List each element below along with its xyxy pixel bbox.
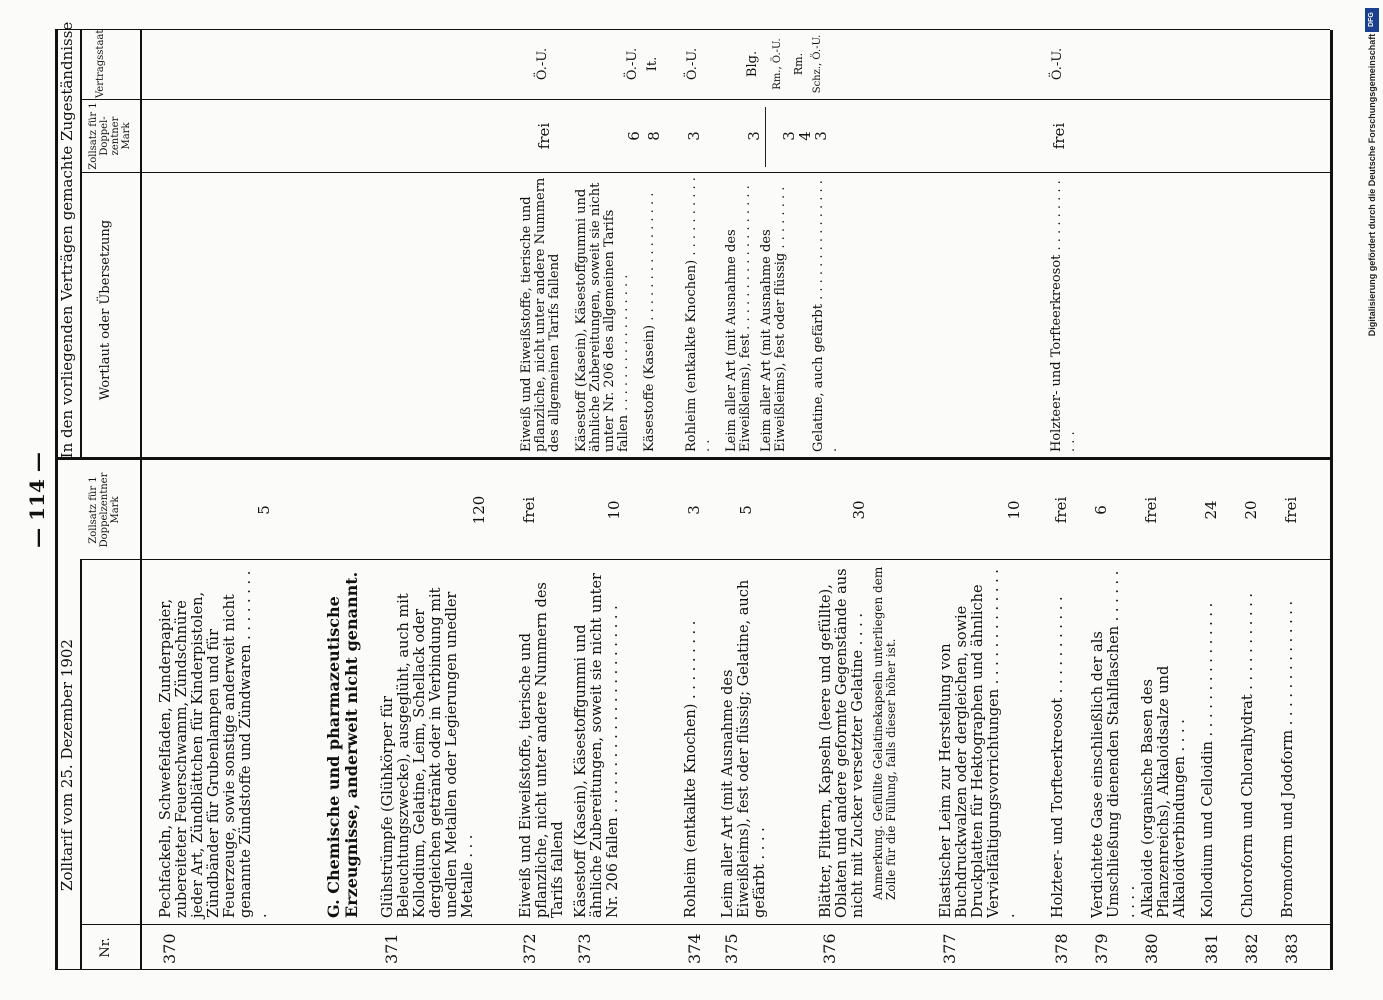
column-header-rule — [140, 30, 142, 970]
left-header-rule — [80, 560, 82, 970]
row-duty: frei — [1142, 496, 1160, 524]
row-nr: 381 — [1202, 933, 1221, 964]
row-nr: 379 — [1092, 933, 1111, 964]
concession-duty: 4 — [796, 131, 814, 141]
row-description: Verdichtete Gase einschließlich der als Umschließung dienenden Stahlflaschen . . . . . . . . . . — [1090, 570, 1138, 918]
row-nr: 370 — [160, 933, 179, 964]
concession-duty: 3 — [745, 131, 763, 141]
top-rule — [55, 30, 58, 970]
footer-credit: Digitalisierung gefördert durch die Deutsche Forschungsgemeinschaft — [1367, 33, 1377, 337]
row-nr: 378 — [1052, 933, 1071, 964]
concession-text: Eiweiß und Eiweißstoffe, tierische und pflanzliche, nicht unter andere Nummern des allgemeinen Tarifs fallend — [519, 177, 562, 452]
row-description: Kollodium und Celloidin . . . . . . . . . . . . . . . — [1200, 602, 1216, 918]
row-duty: frei — [1052, 496, 1070, 524]
concession-text: Leim aller Art (mit Ausnahme des Eiweißleims), fest . . . . . . . . . . . . . . . . . . — [724, 185, 753, 452]
right-header-rule — [80, 30, 82, 460]
row-nr: 374 — [685, 933, 704, 964]
row-description: Blätter, Flittern, Kapseln (leere und gefüllte), Oblaten und andere geformte Gegenstände aus nicht mit Zucker versetzter Gelatine . . . . — [818, 568, 866, 918]
concession-text: Leim aller Art (mit Ausnahme des Eiweißleims), fest oder flüssig . . . . . . . . — [759, 186, 788, 452]
grouping-brace — [765, 107, 766, 167]
row-nr: 380 — [1142, 933, 1161, 964]
concession-state: Ö.-U. — [1050, 47, 1065, 81]
concession-duty: frei — [1050, 122, 1068, 150]
col-duty-header: Zollsatz für 1 Doppelzentner Mark — [88, 472, 121, 548]
row-duty: 5 — [737, 505, 755, 515]
duty-col-rule — [80, 559, 1330, 560]
concession-state: Ö.-U. — [685, 47, 700, 81]
concession-state: Rm. — [792, 52, 805, 76]
wording-col-rule — [80, 172, 1330, 173]
row-duty: 3 — [685, 505, 703, 515]
row-duty: 5 — [255, 505, 273, 515]
row-description: Pechfackeln, Schwefelfaden, Zunderpapier, zubereiteter Feuerschwamm, Zündschnüre jeder Art, Zündblättchen für Kinderpistolen, Zündbänder für Grubenlampen und für Feuerzeuge, sowie sonstige anderweit nicht genannte Zündstoffe und Zündwaren . . . . . . . . . — [158, 570, 270, 918]
row-description: Rohleim (entkalkte Knochen) . . . . . . . . . — [683, 620, 699, 918]
row-duty: 10 — [605, 500, 623, 520]
concession-state: Ö.-U. — [625, 47, 640, 81]
row-description: Chloroform und Chloralhydrat . . . . . . . . . . . — [1240, 592, 1256, 918]
col-wording-header: Wortlaut oder Übersetzung — [98, 219, 113, 401]
concession-duty: 8 — [645, 131, 663, 141]
row-nr: 383 — [1282, 933, 1301, 964]
left-border — [55, 969, 1330, 970]
section-heading: G. Chemische und pharmazeutische Erzeugnisse, anderweit nicht genannt. — [324, 571, 361, 918]
row-duty: 20 — [1242, 500, 1260, 520]
concession-state: Ö.-U. — [535, 47, 550, 81]
concession-duty: 3 — [812, 131, 830, 141]
row-nr: 372 — [520, 933, 539, 964]
row-description: Eiweiß und Eiweißstoffe, tierische und pflanzliche, nicht unter andere Nummern des Tarifs fallend — [518, 582, 566, 918]
concession-state: It. — [645, 56, 660, 72]
row-description: Bromoform und Jodoform . . . . . . . . . . . . . . — [1280, 600, 1296, 918]
concession-duty: 3 — [780, 131, 798, 141]
duty-right-col-rule — [80, 99, 1330, 100]
left-header: Zolltarif vom 25. Dezember 1902 — [58, 639, 76, 891]
row-nr: 382 — [1242, 933, 1261, 964]
concession-text: Rohleim (entkalkte Knochen) . . . . . . . . . . . . — [684, 177, 713, 452]
right-border — [55, 29, 1330, 30]
concession-duty: 3 — [685, 131, 703, 141]
page-number: — 114 — — [25, 452, 49, 548]
nr-col-rule — [80, 924, 1330, 925]
row-duty: 6 — [1092, 505, 1110, 515]
row-nr: 377 — [940, 933, 959, 964]
row-duty: frei — [520, 496, 538, 524]
right-header: In den vorliegenden Verträgen gemachte Zugeständnisse — [58, 21, 76, 459]
credit-strip — [1362, 0, 1383, 1000]
row-note: Anmerkung. Gefüllte Gelatinekapseln unterliegen dem Zolle für die Füllung, falls dieser höher ist. — [871, 566, 898, 900]
row-duty: 30 — [850, 500, 868, 520]
concession-state: Schz., Ö.-U. — [812, 34, 823, 94]
col-duty-right-header: Zollsatz für 1 Doppel-zentner Mark — [88, 102, 132, 170]
concession-state: Blg. — [745, 50, 760, 78]
row-duty: 120 — [470, 495, 488, 525]
row-description: Holzteer- und Torfteerkreosot . . . . . . . . . . . — [1050, 596, 1066, 918]
col-nr-header: Nr. — [98, 937, 113, 958]
row-description: Alkaloide (organische Basen des Pflanzenreichs), Alkaloidsalze und Alkaloidverbindungen . . . . — [1140, 665, 1188, 918]
concession-text: Gelatine, auch gefärbt . . . . . . . . . . . . . . . . — [811, 180, 840, 452]
row-nr: 375 — [722, 933, 741, 964]
bottom-rule — [1330, 30, 1333, 970]
concession-text: Käsestoff (Kasein), Käsestoffgummi und ähnliche Zubereitungen, soweit sie nicht unter Nr. 206 des allgemeinen Tarifs fallen . . . . . . . . . . . . . . . . . — [574, 182, 631, 452]
row-description: Käsestoff (Kasein), Käsestoffgummi und ähnliche Zubereitungen, soweit sie nicht unter Nr. 206 fallen . . . . . . . . . . . . . . . . . . . . . . . — [573, 573, 621, 918]
row-description: Glühstrümpfe (Glühkörper für Beleuchtungszwecke), ausgeglüht, auch mit Kollodium, Gelatine, Leim, Schellack oder dergleichen getränkt oder in Verbindung mit unedlen Metallen oder Legierungen unedler Metalle . . . — [380, 587, 476, 918]
row-nr: 371 — [382, 933, 401, 964]
row-nr: 373 — [575, 933, 594, 964]
row-duty: 24 — [1202, 500, 1220, 520]
middle-divider — [55, 457, 1330, 460]
concession-duty: 6 — [625, 131, 643, 141]
concession-duty: frei — [535, 122, 553, 150]
row-duty: frei — [1282, 496, 1300, 524]
row-nr: 376 — [820, 933, 839, 964]
dfg-logo: DFG — [1365, 8, 1379, 32]
row-duty: 10 — [1005, 500, 1023, 520]
row-description: Leim aller Art (mit Ausnahme des Eiweißleims), fest oder flüssig; Gelatine, auch gefärbt . . . . — [720, 579, 768, 918]
row-description: Elastischer Leim zur Herstellung von Buchdruckwalzen oder dergleichen, sowie Druckplatten für Hektographen und ähnliche Vervielfältigungsvorrichtungen . . . . . . . . . . . . . . — [938, 569, 1018, 918]
col-state-header: Vertragsstaat — [95, 29, 106, 98]
concession-text: Holzteer- und Torfteerkreosot . . . . . . . . . . . . — [1049, 180, 1078, 452]
concession-state: Rm., Ö.-U. — [772, 38, 783, 90]
concession-text: Käsestoffe (Kasein) . . . . . . . . . . . . . . . . — [642, 192, 657, 452]
